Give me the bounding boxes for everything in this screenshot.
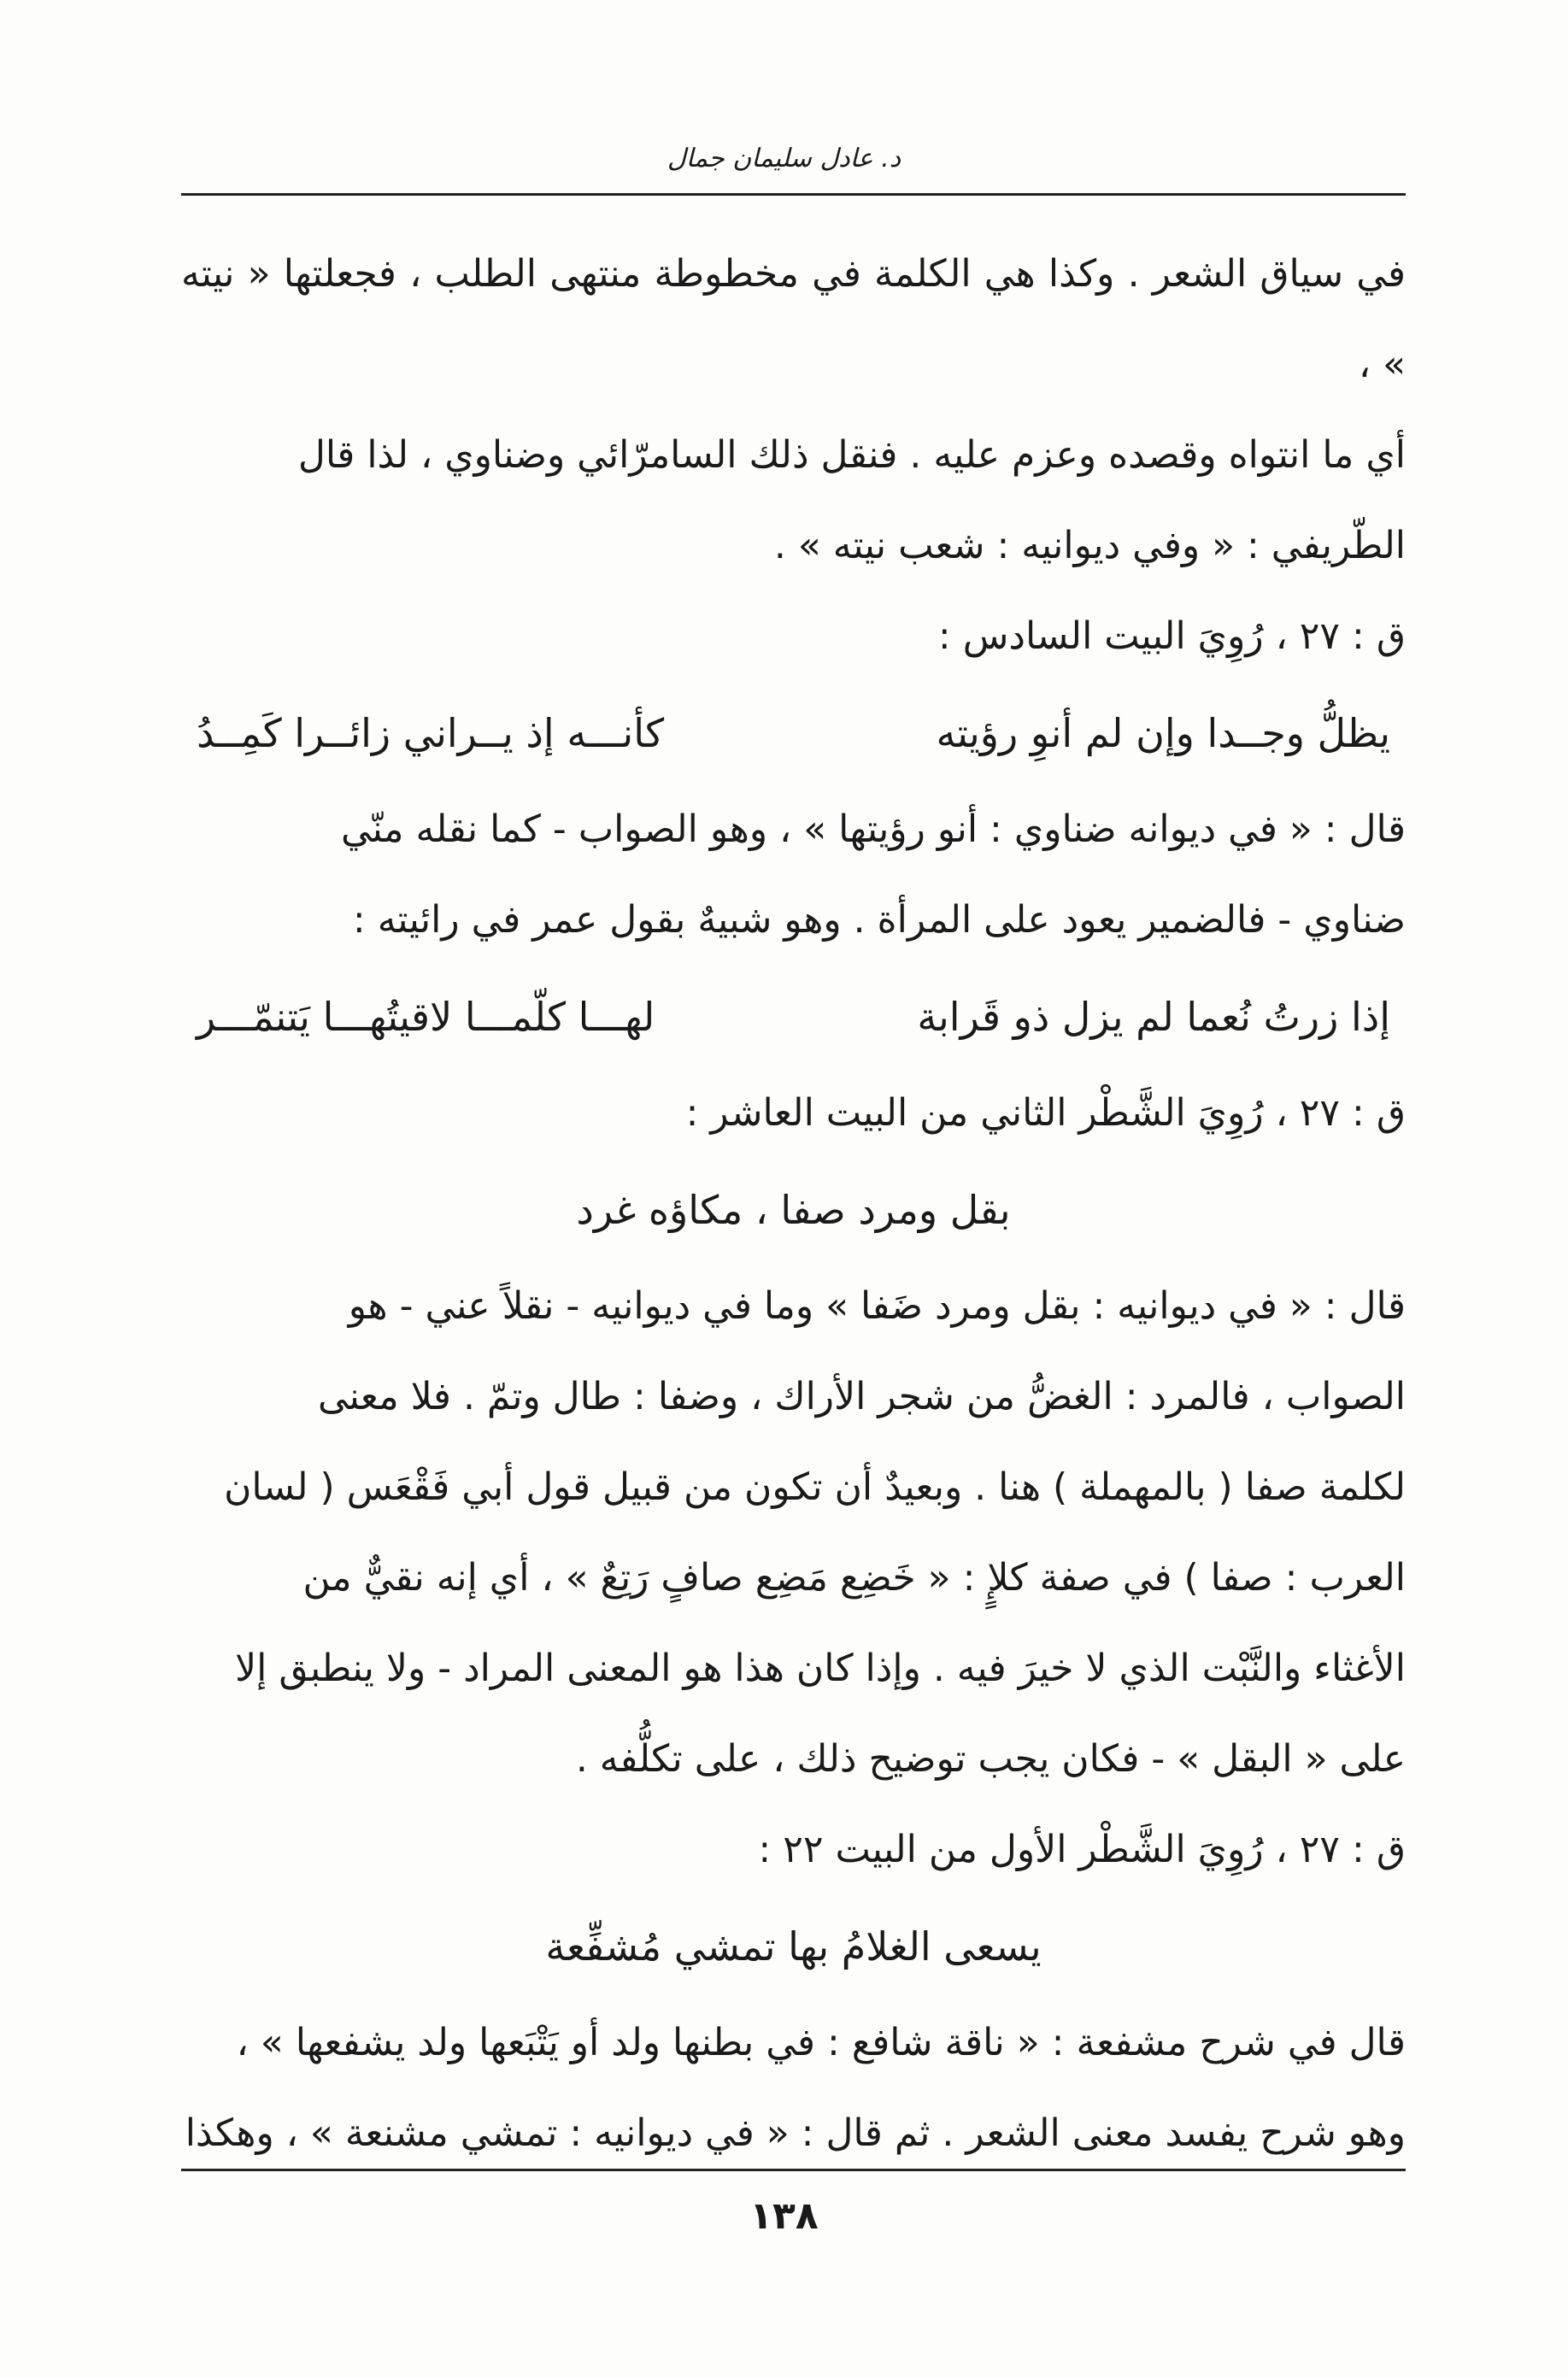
text-line: وهو شرح يفسد معنى الشعر . ثم قال : « في ديوانيه : تمشي مشنعة » ، وهكذا	[185, 2111, 1406, 2155]
paragraph-3	[181, 1261, 1406, 1805]
text-line: العرب : صفا ) في صفة كلإٍ : « خَضِع مَضِع صافٍ رَتِعٌ » ، أي إنه نقيٌّ من	[302, 1556, 1406, 1600]
text-line: الصواب ، فالمرد : الغضُّ من شجر الأراك ، وضفا : طال وتمّ . فلا معنى	[317, 1375, 1406, 1418]
paragraph-4	[181, 1998, 1406, 2179]
text-line: أي ما انتواه وقصده وعزم عليه . فنقل ذلك السامرّائي وضناوي ، لذا قال	[297, 433, 1406, 477]
verse-2	[181, 966, 1406, 1068]
running-head: د. عادل سليمان جمال	[667, 144, 901, 173]
note-heading-2: ق : ٢٧ ، رُوِيَ الشَّطْر الثاني من البيت العاشر :	[685, 1091, 1406, 1135]
verse-1	[181, 682, 1406, 784]
verse-first-hemistich: يظلُّ وجــدا وإن لم أنوِ رؤيته	[936, 710, 1390, 756]
paragraph-1	[181, 229, 1406, 591]
verse-3: بقل ومرد صفا ، مكاؤه غرد	[576, 1187, 1011, 1233]
text-line: ضناوي - فالضمير يعود على المرأة . وهو شبيهٌ بقول عمر في رائيته :	[352, 898, 1406, 942]
text-line: قال في شرح مشفعة : « ناقة شافع : في بطنها ولد أو يَتْبَعها ولد يشفعها » ،	[236, 2021, 1406, 2064]
text-line: قال : « في ديوانيه : بقل ومرد ضَفا » وما في ديوانيه - نقلاً عني - هو	[348, 1284, 1406, 1328]
page-body	[181, 229, 1406, 2179]
text-line: الطّريفي : « وفي ديوانيه : شعب نيته » .	[773, 524, 1406, 567]
note-heading-3: ق : ٢٧ ، رُوِيَ الشَّطْر الأول من البيت ٢٢ :	[758, 1828, 1406, 1871]
verse-second-hemistich: كأنـــه إذ يــراني زائــرا كَمِــدُ	[197, 710, 665, 756]
footer-rule	[181, 2169, 1406, 2171]
header-rule	[181, 193, 1406, 196]
text-line: لكلمة صفا ( بالمهملة ) هنا . وبعيدٌ أن تكون من قبيل قول أبي فَقْعَس ( لسان	[224, 1465, 1406, 1509]
verse-4: يسعى الغلامُ بها تمشي مُشفِّعة	[545, 1923, 1042, 1970]
page-number: ١٣٨	[749, 2194, 819, 2238]
text-line: قال : « في ديوانه ضناوي : أنو رؤيتها » ، وهو الصواب - كما نقله منّي	[340, 807, 1406, 851]
text-line: الأغثاء والنَّبْت الذي لا خيرَ فيه . وإذا كان هذا هو المعنى المراد - ولا ينطبق إلا	[235, 1647, 1406, 1690]
text-line: في سياق الشعر . وكذا هي الكلمة في مخطوطة منتهى الطلب ، فجعلتها « نيته » ،	[181, 252, 1406, 386]
paragraph-2	[181, 784, 1406, 966]
verse-second-hemistich: لهـــا كلّمـــا لاقيتُهـــا يَتنمّـــر	[197, 994, 655, 1040]
text-line: على « البقل » - فكان يجب توضيح ذلك ، على تكلُّفه .	[575, 1737, 1406, 1781]
verse-first-hemistich: إذا زرتُ نُعما لم يزل ذو قَرابة	[917, 994, 1390, 1040]
note-heading-1: ق : ٢٧ ، رُوِيَ البيت السادس :	[937, 614, 1406, 658]
